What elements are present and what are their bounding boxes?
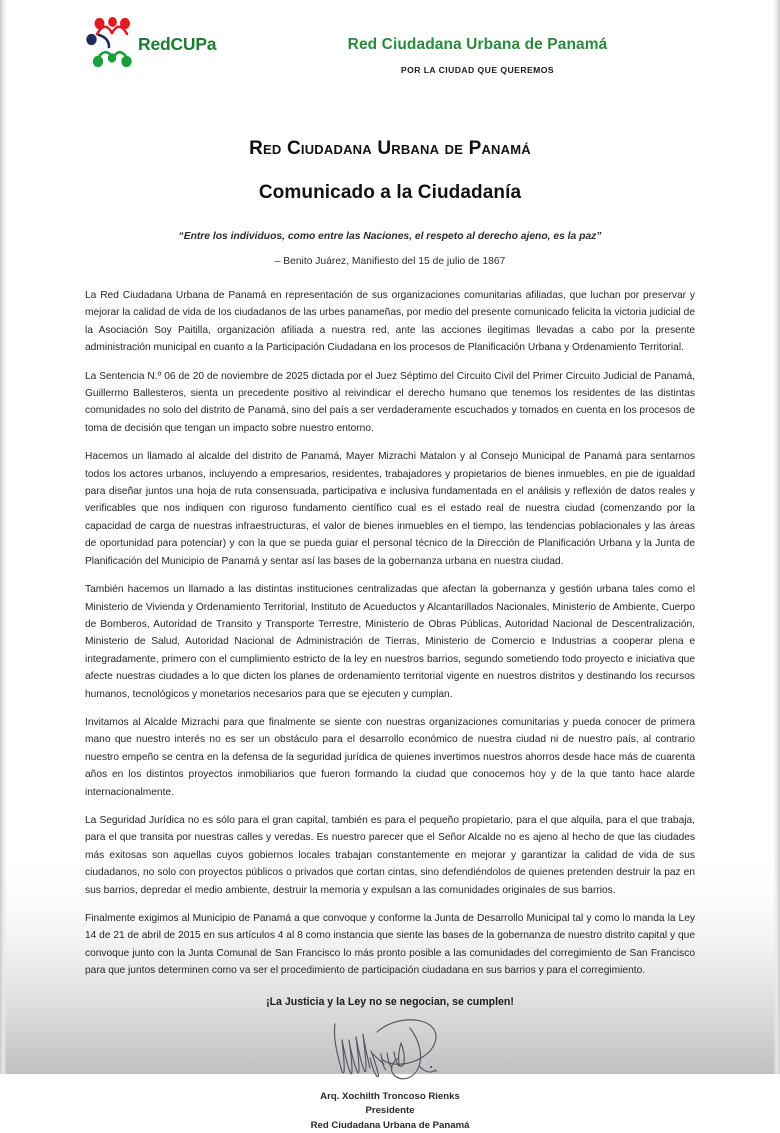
letterhead: [85, 0, 695, 90]
redcupa-people-logo-icon: [85, 14, 141, 73]
body-paragraph: Hacemos un llamado al alcalde del distrito de Panamá, Mayer Mizrachi Matalon y al Consejo Municipal de Panamá para sentarnos todos los actores urbanos, incluyendo a empresarios, residentes, trabajadores y propietarios de bienes inmuebles, en pie de igualdad para diseñar juntos una hoja de ruta consensuada, participativa e inclusiva fundamentada en el análisis y reflexión de datos reales y verificables que nos indiquen con riguroso fundamento científico cual es el estado real de nuestra ciudad (comenzando por la capacidad de carga de nuestras infraestructuras, el valor de bienes inmuebles en el tiempo, las tendencias poblacionales y las áreas de oportunidad para potenciar) y con la que se pueda guiar el personal técnico de la Dirección de Planificación Urbana y la Junta de Planificación del Municipio de Panamá y sentar así las bases de la gobernanza urbana en nuestra ciudad.: [85, 451, 695, 567]
body-paragraph: Finalmente exigimos al Municipio de Panamá a que convoque y conforme la Junta de Desarrollo Municipal tal y como lo manda la Ley 14 de 21 de abril de 2015 en sus artículos 4 al 8 como instancia que siente las bases de la gobernanza de nuestro distrito capital y que convoque junto con la Junta Comunal de San Francisco lo más pronto posible a las comunidades del corregimiento de San Francisco para que juntos determinen como va ser el procedimiento de participación ciudadana en sus barrios y para el corregimiento.: [85, 913, 695, 977]
body-paragraph: La Sentencia N.º 06 de 20 de noviembre de 2025 dictada por el Juez Séptimo del Circuito Civil del Primer Circuito Judicial de Panamá, Guillermo Ballesteros, sienta un precedente positivo al reivindicar el derecho humano que tenemos los residentes de las distintas comunidades no solo del distrito de Panamá, sino del país a ser verdaderamente escuchados y tomados en cuenta en los procesos de toma de decisión que tengan un impacto sobre nuestro entorno.: [85, 370, 695, 434]
body-paragraph: La Red Ciudadana Urbana de Panamá en representación de sus organizaciones comunitarias afiliadas, que luchan por preservar y mejorar la calidad de vida de los ciudadanos de las urbes panameñas, por medio del presente comunicado felicita la victoria judicial de la Asociación Soy Paitilla, organización afiliada a nuestra red, ante las acciones ilegitimas llevadas a cabo por la presente administración municipal en cuanto a la Participación Ciudadana en los procesos de Planificación Urbana y Ordenamiento Territorial.: [85, 290, 695, 354]
handwritten-signature-icon: [315, 1010, 465, 1088]
organization-logo: [85, 14, 260, 73]
logo-wordmark: RedCUPa: [138, 34, 217, 54]
signatory-organization: Red Ciudadana Urbana de Panamá: [310, 1119, 470, 1131]
document-title: Red Ciudadana Urbana de Panamá: [249, 138, 531, 159]
epigraph-source: – Benito Juárez, Manifiesto del 15 de julio de 1867: [274, 256, 506, 267]
body-paragraph: También hacemos un llamado a las distintas instituciones centralizadas que afectan la gobernanza y gestión urbana tales como el Ministerio de Vivienda y Ordenamiento Territorial, Instituto de Acueductos y Alcantarillados Nacionales, Ministerio de Ambiente, Cuerpo de Bomberos, Autoridad de Transito y Transporte Terrestre, Ministerio de Obras Públicas, Autoridad Nacional de Descentralización, Ministerio de Salud, Autoridad Nacional de Administración de Tierras, Ministerio de Comercio e Industrias a cooperar plena e integradamente, primero con el cumplimiento estricto de la ley en nuestros barrios, segundo sometiendo todo proyecto e iniciativa que afecte nuestras ciudades a lo que dicten los planes de ordenamiento territorial vigente en nuestros distritos y destinando los recursos humanos, tecnológicos y monetarios necesarios para que se ejecuten y cumplan.: [85, 584, 695, 700]
closing-slogan: ¡La Justicia y la Ley no se negocian, se cumplen!: [266, 995, 514, 1008]
document-body: [85, 287, 695, 980]
signature-area: [85, 1010, 695, 1088]
signature-block: [85, 1090, 695, 1133]
document-subtitle: Comunicado a la Ciudadanía: [258, 182, 522, 203]
organization-header: [260, 14, 695, 75]
epigraph-quote: “Entre los individuos, como entre las Naciones, el respeto al derecho ajeno, es la paz”: [178, 231, 602, 242]
signatory-role: Presidente: [365, 1105, 415, 1117]
body-paragraph: Invitamos al Alcalde Mizrachi para que finalmente se siente con nuestras organizaciones comunitarias y pueda conocer de primera mano que nuestro interés no es ser un obstáculo para el desarrollo económico de nuestra ciudad ni de nuestro país, al contrario nuestro empeño se centra en la defensa de la seguridad jurídica de quienes invertimos nuestros ahorros desde hace más de cuarenta años en los distintos proyectos inmobiliarios que fueron formando la ciudad que conocemos hoy y de la que tanto hace alarde internacionalmente.: [85, 716, 695, 798]
organization-name: Red Ciudadana Urbana de Panamá: [347, 36, 608, 53]
signatory-name: Arq. Xochilth Troncoso Rienks: [320, 1090, 460, 1102]
organization-tagline: POR LA CIUDAD QUE QUEREMOS: [400, 65, 555, 75]
body-paragraph: La Seguridad Jurídica no es sólo para el gran capital, también es para el pequeño propietario, para el que alquila, para el que trabaja, para el que transita por nuestras calles y veredas. Es nuestro parecer que el Señor Alcalde no es ajeno al hecho de que las ciudades más exitosas son aquellas cuyos gobiernos locales trabajan constantemente en mejorar y garantizar la calidad de vida de sus ciudadanos, no solo con proyectos públicos o privados que cortan cintas, sino defendiéndolos de quienes pretenden destruir la paz en sus barrios, depredar el medio ambiente, destruir la memoria y expulsan a las comunidades originales de sus barrios.: [85, 814, 695, 896]
